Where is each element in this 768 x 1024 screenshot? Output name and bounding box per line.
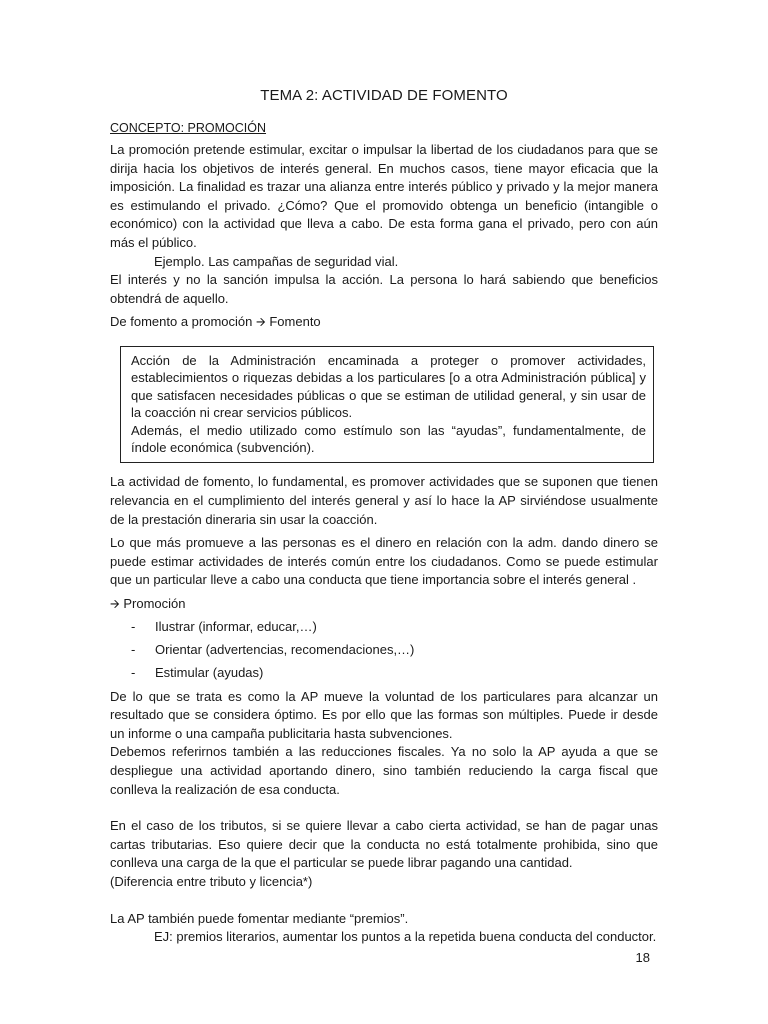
definition-box — [120, 346, 654, 463]
fomento-prefix: De fomento a promoción — [110, 314, 253, 330]
promocion-label: Promoción — [123, 595, 186, 611]
definition-text: Acción de la Administración encaminada a proteger o promover actividades, establecimientos o riquezas debidas a los particulares [o a otra Administración pública] y que satisfacen necesidades públicas o que se estiman de utilidad general, y sin usar de la coacción ni crear servicios públicos. — [131, 352, 646, 421]
promocion-heading — [110, 595, 658, 614]
paragraph-interes-sancion: El interés y no la sanción impulsa la acción. La persona lo hará sabiendo que beneficios obtendrá de aquello. — [110, 272, 658, 306]
fomento-suffix: Fomento — [269, 314, 321, 330]
list-item — [131, 641, 658, 664]
paragraph-tributos: En el caso de los tributos, si se quiere llevar a cabo cierta actividad, se han de pagar unas cartas tributarias. Eso quiere decir que la conducta no está totalmente prohibida, sino que conlleva una carga de la que el particular se puede librar pagando una cantidad. — [110, 818, 658, 871]
list-dash: - — [131, 641, 136, 657]
arrow-right-icon: 🡪 — [110, 596, 120, 611]
list-item-text: Orientar (advertencias, recomendaciones,…) — [155, 641, 415, 657]
paragraph-fomento-promocion — [110, 313, 658, 332]
paragraph-reducciones-fiscales: Debemos referirnos también a las reducciones fiscales. Ya no solo la AP ayuda a que se despliegue una actividad aportando dinero, sino también reduciendo la carga fiscal que conlleva la realización de esa conducta. — [110, 744, 658, 797]
section-heading: CONCEPTO: PROMOCIÓN — [110, 121, 267, 135]
paragraph-premios: La AP también puede fomentar mediante “premios”. — [110, 910, 409, 926]
page-number: 18 — [635, 950, 650, 965]
arrow-right-icon: 🡪 — [255, 315, 266, 330]
list-item-text: Estimular (ayudas) — [155, 665, 264, 681]
document-page — [110, 0, 658, 1024]
paragraph-promocion-intro: La promoción pretende estimular, excitar o impulsar la libertad de los ciudadanos para que se dirija hacia los objetivos de interés general. En muchos casos, tiene mayor eficacia que la imposición. La finalidad es trazar una alianza entre interés público y privado y la mejor manera es estimulando el privado. ¿Cómo? Que el promovido obtenga un beneficio (intangible o económico) con la actividad que lleva a cabo. De esta forma gana el privado, pero con aún más el público. — [110, 142, 658, 250]
list-item — [131, 664, 658, 687]
note-tributo-licencia: (Diferencia entre tributo y licencia*) — [110, 874, 313, 890]
promocion-list — [110, 618, 658, 688]
page-title: TEMA 2: ACTIVIDAD DE FOMENTO — [260, 87, 508, 104]
paragraph-actividad-fomento: La actividad de fomento, lo fundamental, es promover actividades que se suponen que tienen relevancia en el cumplimiento del interés general y así lo hace la AP sirviéndose usualmente de la prestación dineraria sin usar la coacción. — [110, 474, 658, 527]
list-dash: - — [131, 665, 136, 681]
definition-ayudas: Además, el medio utilizado como estímulo son las “ayudas”, fundamentalmente, de índole económica (subvención). — [131, 422, 646, 455]
list-item-text: Ilustrar (informar, educar,…) — [155, 618, 317, 634]
paragraph-voluntad: De lo que se trata es como la AP mueve la voluntad de los particulares para alcanzar un resultado que se considera óptimo. Es por ello que las formas son múltiples. Puede ir desde un informe o una campaña publicitaria hasta subvenciones. — [110, 688, 658, 741]
example-seguridad-vial: Ejemplo. Las campañas de seguridad vial. — [154, 253, 399, 269]
paragraph-dinero: Lo que más promueve a las personas es el dinero en relación con la adm. dando dinero se puede estimar actividades de interés común entre los ciudadanos. Como se puede estimular que un particular lleve a cabo una conducta que tiene importancia sobre el interés general . — [110, 535, 658, 588]
list-dash: - — [131, 618, 136, 634]
example-premios: EJ: premios literarios, aumentar los puntos a la repetida buena conducta del conductor. — [154, 929, 657, 945]
list-item — [131, 618, 658, 641]
document-body — [110, 141, 658, 947]
